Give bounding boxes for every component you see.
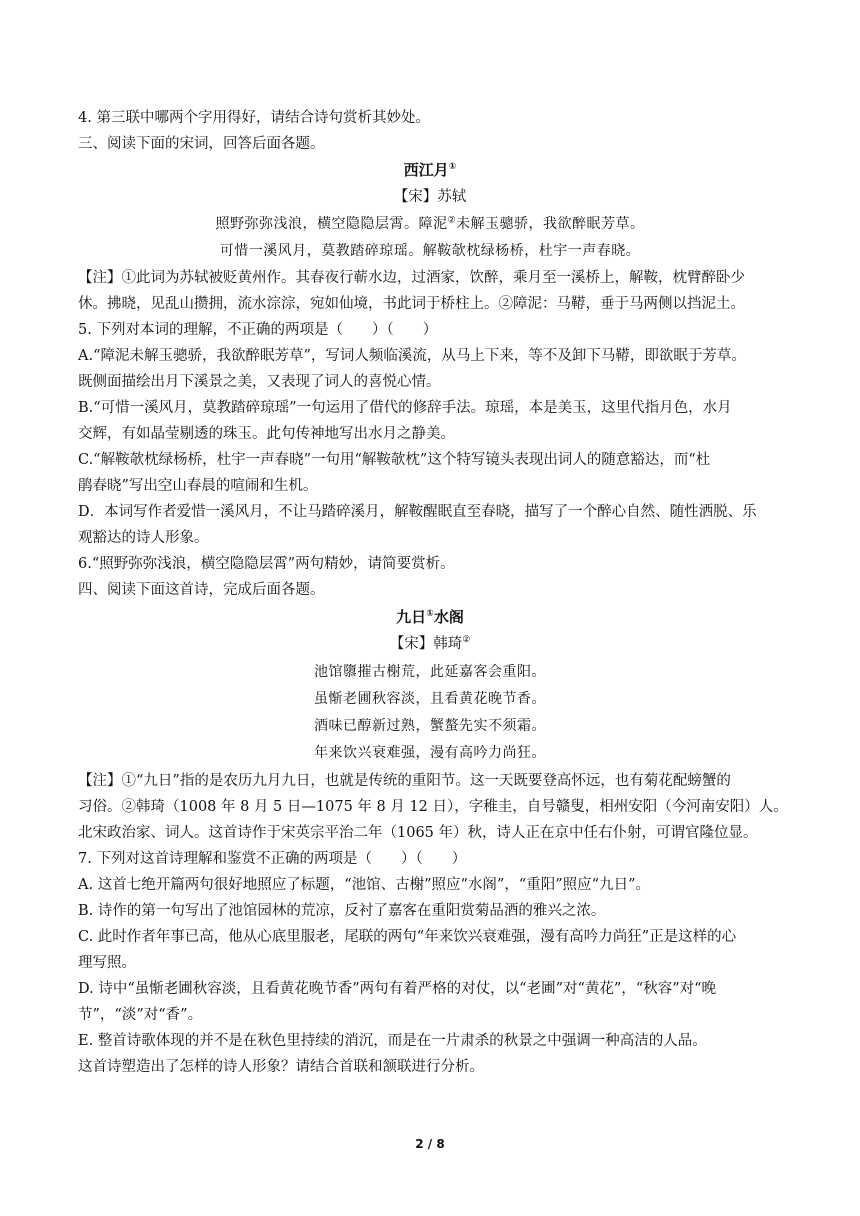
- question-7-stem: 7. 下列对这首诗理解和鉴赏不正确的两项是（ ）（ ）: [78, 851, 467, 867]
- question-5-option-a: A.“障泥未解玉骢骄，我欲醉眠芳草”，写词人频临溪流，从马上下来，等不及卸下马鞯，即欲眠于芳草。: [78, 348, 746, 364]
- poem-2-note-line-1: 【注】①“九日”指的是农历九月九日，也就是传统的重阳节。这一天既要登高怀远，也有菊花配螃蟹的: [78, 773, 731, 789]
- poem-1-line-1: 照野弥弥浅浪，横空隐隐层霄。障泥②未解玉骢骄，我欲醉眠芳草。: [215, 215, 645, 232]
- poem-2-line-2: 虽惭老圃秋容淡，且看黄花晚节香。: [314, 691, 546, 707]
- question-4: 4. 第三联中哪两个字用得好，请结合诗句赏析其妙处。: [78, 110, 430, 126]
- poem-1-author: 【宋】苏轼: [393, 189, 467, 205]
- poem-1-note-line-2: 休。拂晓，见乱山攒拥，流水淙淙，宛如仙境，书此词于桥柱上。②障泥：马鞯，垂于马两侧以挡泥土。: [78, 296, 745, 312]
- question-7-option-c: C. 此时作者年事已高，他从心底里服老，尾联的两句“年来饮兴衰难强，漫有高吟力尚狂”正是这样的心: [78, 929, 737, 945]
- question-7-option-c-cont: 理写照。: [78, 955, 136, 971]
- question-5-stem: 5. 下列对本词的理解，不正确的两项是（ ）（ ）: [78, 322, 438, 338]
- poem-1-line-2: 可惜一溪风月，莫教踏碎琼瑶。解鞍欹枕绿杨桥，杜宇一声春晓。: [219, 243, 641, 259]
- question-7-option-b: B. 诗作的第一句写出了池馆园林的荒凉，反衬了嘉客在重阳赏菊品酒的雅兴之浓。: [78, 903, 606, 919]
- poem-2-author: 【宋】韩琦②: [389, 635, 471, 652]
- poem-1-title: 西江月①: [403, 161, 457, 179]
- question-5-option-b-cont: 交辉，有如晶莹剔透的珠玉。此句传神地写出水月之静美。: [78, 426, 455, 442]
- question-7-option-d-cont: 节”，“淡”对“香”。: [78, 1007, 203, 1023]
- question-7-option-a: A. 这首七绝开篇两句很好地照应了标题，“池馆、古榭”照应“水阁”，“重阳”照应“九日”。: [78, 877, 650, 893]
- question-5-option-c: C.“解鞍欹枕绿杨桥，杜宇一声春晓”一句用“解鞍欹枕”这个特写镜头表现出词人的随意豁达，而“杜: [78, 452, 711, 468]
- poem-2-note-line-2: 习俗。②韩琦（1008 年 8 月 5 日—1075 年 8 月 12 日），字稚圭，自号赣叟，相州安阳（今河南安阳）人。: [78, 799, 788, 815]
- question-5-option-d: D．本词写作者爱惜一溪风月，不让马踏碎溪月，解鞍醒眠直至春晓，描写了一个醉心自然、随性洒脱、乐: [78, 504, 757, 520]
- poem-2-line-4: 年来饮兴衰难强，漫有高吟力尚狂。: [314, 745, 546, 761]
- poem-1-note-line-1: 【注】①此词为苏轼被贬黄州作。其春夜行蕲水边，过酒家，饮醉，乘月至一溪桥上，解鞍，枕臂醉卧少: [78, 270, 745, 286]
- question-5-option-b: B.“可惜一溪风月，莫教踏碎琼瑶”一句运用了借代的修辞手法。琼瑶，本是美玉，这里代指月色，水月: [78, 400, 732, 416]
- poem-2-line-3: 酒味已醇新过熟，蟹螯先实不须霜。: [314, 718, 546, 734]
- question-5-option-a-cont: 既侧面描绘出月下溪景之美，又表现了词人的喜悦心情。: [78, 374, 441, 390]
- section-4-heading: 四、阅读下面这首诗，完成后面各题。: [78, 582, 325, 598]
- poem-2-line-1: 池馆隳摧古榭荒，此延嘉客会重阳。: [314, 664, 546, 680]
- page-number: 2 / 8: [415, 1137, 445, 1151]
- question-5-option-c-cont: 鹃春晓”写出空山春晨的喧闹和生机。: [78, 478, 318, 494]
- question-5-option-d-cont: 观豁达的诗人形象。: [78, 530, 209, 546]
- question-8: 这首诗塑造出了怎样的诗人形象？请结合首联和颔联进行分析。: [78, 1059, 484, 1075]
- section-3-heading: 三、阅读下面的宋词，回答后面各题。: [78, 136, 325, 152]
- question-7-option-e: E. 整首诗歌体现的并不是在秋色里持续的消沉，而是在一片肃杀的秋景之中强调一种高洁的人品。: [78, 1033, 707, 1049]
- poem-2-title: 九日①水阁: [396, 608, 464, 626]
- question-6: 6.“照野弥弥浅浪，横空隐隐层霄”两句精妙，请简要赏析。: [78, 556, 455, 572]
- poem-2-note-line-3: 北宋政治家、词人。这首诗作于宋英宗平治二年（1065 年）秋，诗人正在京中任右仆射，可谓官隆位显。: [78, 825, 758, 841]
- question-7-option-d: D. 诗中“虽惭老圃秋容淡，且看黄花晚节香”两句有着严格的对仗，以“老圃”对“黄花”，“秋容”对“晚: [78, 981, 717, 997]
